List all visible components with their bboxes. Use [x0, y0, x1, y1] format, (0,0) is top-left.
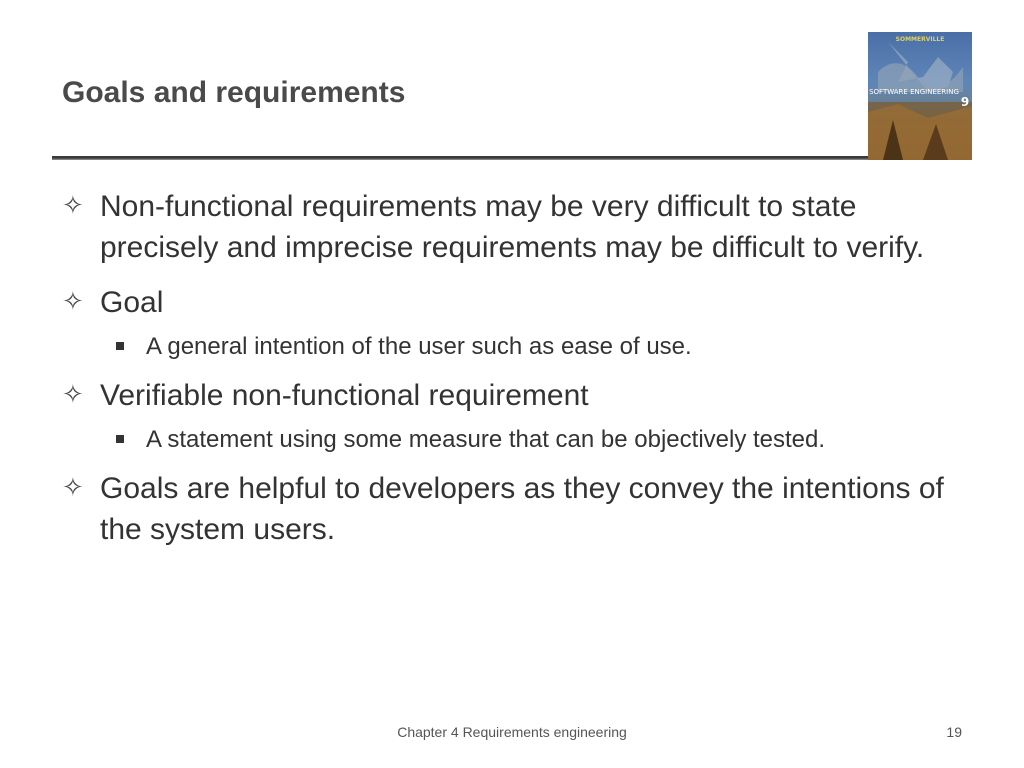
book-author-text: SOMMERVILLE — [895, 36, 945, 43]
title-divider — [52, 156, 870, 160]
square-bullet-icon — [116, 435, 124, 443]
bullet-item — [62, 375, 972, 416]
sub-bullet-item — [62, 424, 972, 456]
square-bullet-icon — [116, 342, 124, 350]
bullet-text: Goal — [100, 286, 164, 319]
page-number: 19 — [946, 724, 962, 740]
bullet-item — [62, 282, 972, 323]
bullet-text: Verifiable non-functional requirement — [100, 379, 589, 412]
four-point-star-icon: ✧ — [62, 473, 84, 503]
four-point-star-icon: ✧ — [62, 191, 84, 221]
sub-bullet-text: A general intention of the user such as ease of use. — [146, 333, 692, 360]
bullet-text: Goals are helpful to developers as they convey the intentions of the system users. — [100, 472, 944, 546]
book-cover-image — [868, 32, 972, 160]
bullet-text: Non-functional requirements may be very difficult to state precisely and imprecise requirements may be difficult to verify. — [100, 190, 925, 264]
footer-chapter-label: Chapter 4 Requirements engineering — [397, 724, 627, 740]
book-edition-text: 9 — [960, 95, 970, 109]
sub-bullet-text: A statement using some measure that can be objectively tested. — [146, 426, 826, 453]
sub-bullet-item — [62, 331, 972, 363]
book-title-text: SOFTWARE ENGINEERING — [869, 88, 959, 96]
four-point-star-icon: ✧ — [62, 287, 84, 317]
bullet-item — [62, 186, 972, 268]
four-point-star-icon: ✧ — [62, 380, 84, 410]
slide-title: Goals and requirements — [62, 76, 406, 109]
bullet-list — [62, 186, 972, 564]
bullet-item — [62, 468, 972, 550]
